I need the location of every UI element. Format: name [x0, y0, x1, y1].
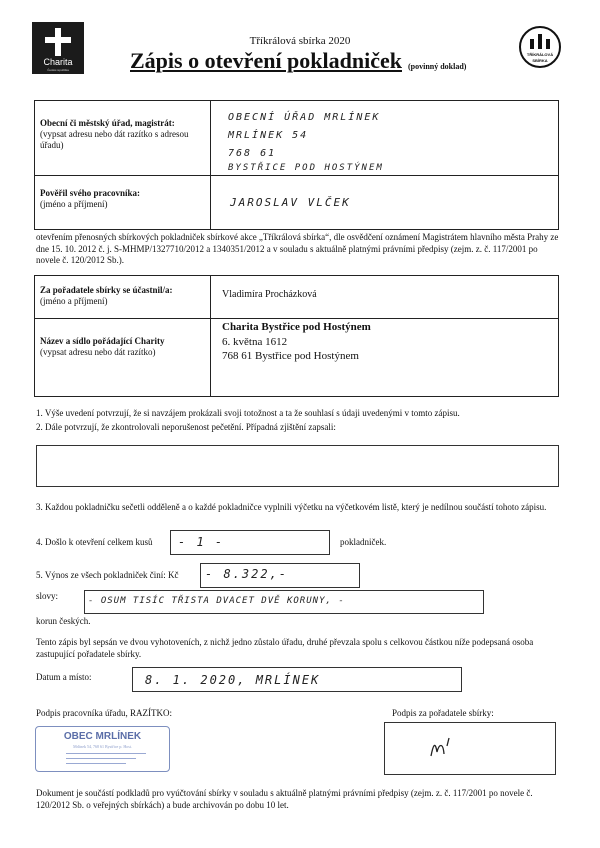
office-signature-label: Podpis pracovníka úřadu, RAZÍTKO:	[36, 708, 172, 718]
document-title: Zápis o otevření pokladniček	[130, 48, 402, 73]
date-label: Datum a místo:	[36, 672, 92, 682]
trikralova-sbirka-logo	[519, 26, 561, 68]
charita-logo-name: Charita	[43, 57, 73, 67]
participant-name: Vladimíra Procházková	[222, 289, 317, 300]
charity-street: 6. května 1612	[222, 336, 288, 348]
organizer-signature	[425, 732, 465, 762]
charita-logo-sub: Česká republika	[47, 68, 69, 72]
amount-value: - 8.322,-	[205, 567, 289, 581]
words-value: - OSUM TISÍC TŘISTA DVACET DVĚ KORUNY, -	[88, 596, 345, 606]
count-unit: pokladniček.	[340, 537, 387, 547]
office-address-line-3: 768 61	[228, 148, 277, 159]
count-value: - 1 -	[178, 535, 225, 549]
document-subtitle: Tříkrálová sbírka 2020	[249, 35, 351, 47]
currency-note: korun českých.	[36, 616, 91, 626]
employee-name: JAROSLAV VLČEK	[230, 196, 351, 209]
legal-text: otevřením přenosných sbírkových pokladniček sbírkové akce „Tříkrálová sbírka“, dle osvědčení oznámení Magistrátem hlavního města Prahy ze dne 15. 10. 2012 č. j. S-MHMP/1327710/2012 a 1340351/2012 a v souladu s aktuálně platnými právními předpisy (zejm. z. č. 117/2001 po novele č. 120/2012 Sb.).	[36, 232, 559, 265]
findings-field[interactable]	[36, 445, 559, 487]
employee-label: Pověřil svého pracovníka: (jméno a příjmení)	[40, 188, 140, 209]
charity-city: 768 61 Bystřice pod Hostýnem	[222, 350, 359, 362]
organizer-signature-label: Podpis za pořadatele sbírky:	[392, 708, 494, 718]
footer-text: Dokument je součástí podkladů pro vyúčtování sbírky v souladu s aktuálně platnými právními předpisy (zejm. z. č. 117/2001 po novele č. 120/2012 Sb. o veřejných sbírkách) a bude archivován po dobu 10 let.	[36, 788, 533, 810]
count-label: 4. Došlo k otevření celkem kusů	[36, 537, 153, 547]
closing-text: Tento zápis byl sepsán ve dvou vyhotoveních, z nichž jedno zůstalo úřadu, druhé převzala spolu s celkovou částkou níže podepsaná osoba zastupující pořadatele sbírky.	[36, 637, 534, 659]
amount-label: 5. Výnos ze všech pokladniček činí: Kč	[36, 570, 179, 580]
statement-1: 1. Výše uvedení potvrzují, že si navzájem prokázali svoji totožnost a ta že souhlasí s údaji uvedenými v tomto zápisu.	[36, 408, 460, 418]
office-label: Obecní či městský úřad, magistrát: (vypsat adresu nebo dát razítko s adresou úřadu)	[40, 118, 189, 150]
logo-text-bottom: SBÍRKA	[532, 58, 548, 63]
words-label: slovy:	[36, 591, 59, 601]
title-note: (povinný doklad)	[408, 62, 467, 71]
office-stamp	[35, 726, 170, 772]
logo-text-top: TŘÍKRÁLOVÁ	[526, 52, 554, 57]
stamp-title: OBEC MRLÍNEK	[63, 731, 142, 742]
stamp-sub: Mrlínek 54, 768 61 Bystřice p. Host.	[73, 744, 132, 749]
date-value: 8. 1. 2020, MRLÍNEK	[145, 673, 321, 687]
statement-3: 3. Každou pokladničku sečetli odděleně a o každé pokladničce vyplnili výčetku na výčetkovém listě, který je nedílnou součástí tohoto zápisu.	[36, 502, 547, 512]
charity-label: Název a sídlo pořádající Charity (vypsat adresu nebo dát razítko)	[40, 336, 165, 357]
organizer-signature-field[interactable]	[384, 722, 556, 775]
participant-label: Za pořadatele sbírky se účastnil/a: (jméno a příjmení)	[40, 285, 173, 306]
office-address-line-1: OBECNÍ ÚŘAD MRLÍNEK	[228, 112, 381, 123]
statement-2: 2. Dále potvrzují, že zkontrolovali neporušenost pečetění. Případná zjištění zapsali:	[36, 422, 336, 432]
charity-name: Charita Bystřice pod Hostýnem	[222, 321, 371, 333]
charita-logo	[32, 22, 84, 74]
office-address-line-2: MRLÍNEK 54	[228, 130, 309, 141]
office-address-line-4: BYSTŘICE POD HOSTÝNEM	[228, 163, 384, 173]
